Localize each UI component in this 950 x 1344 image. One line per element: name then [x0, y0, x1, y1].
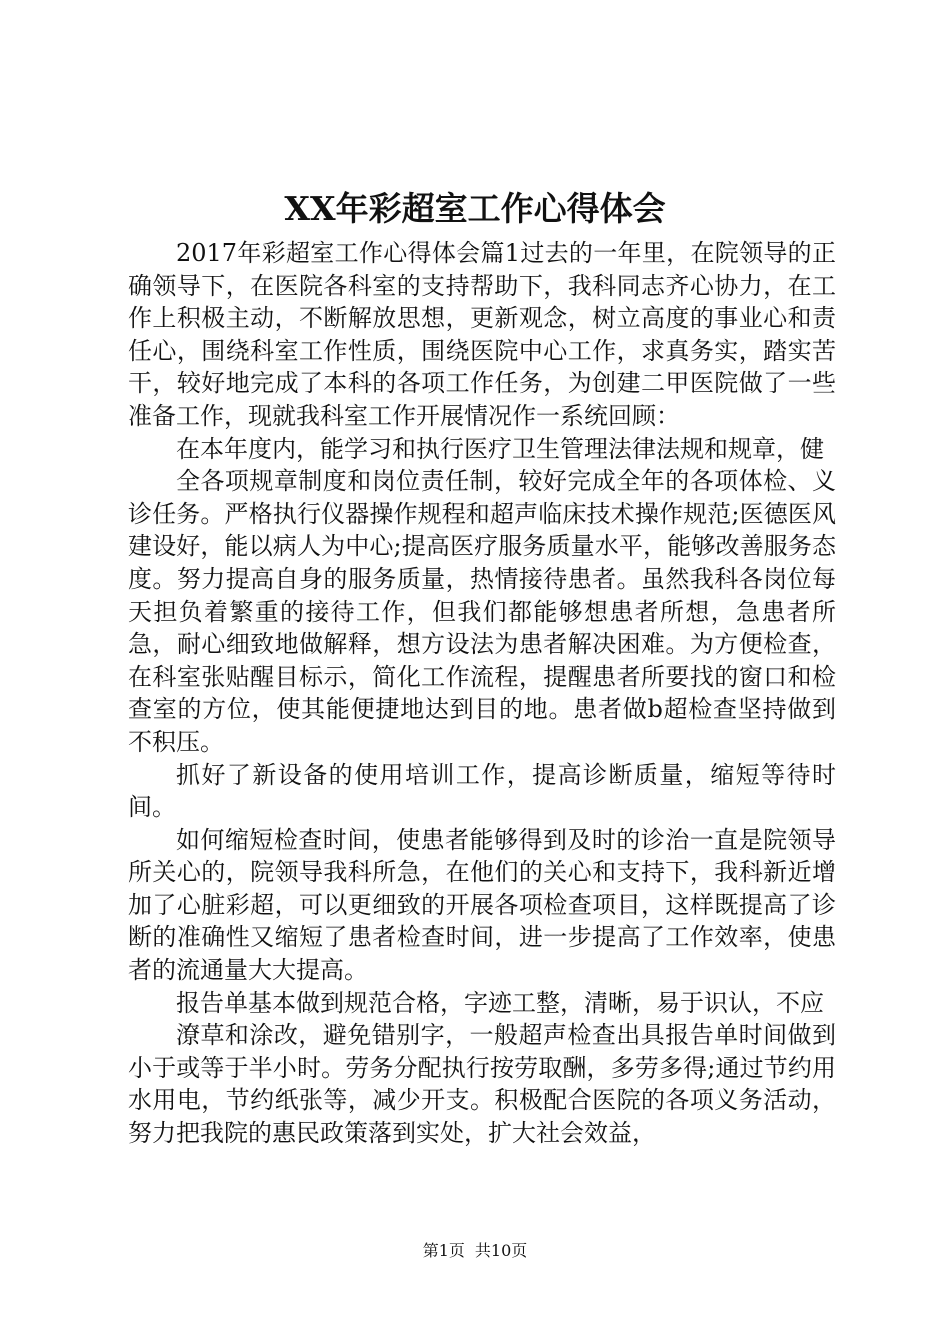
paragraph: 全各项规章制度和岗位责任制，较好完成全年的各项体检、义诊任务。严格执行仪器操作规程和超声临床技术操作规范;医德医风建设好，能以病人为中心;提高医疗服务质量水平，能够改善服务态度。努力提高自身的服务质量，热情接待患者。虽然我科各岗位每天担负着繁重的接待工作，但我们都能够想患者所想，急患者所急，耐心细致地做解释，想方设法为患者解决困难。为方便检查，在科室张贴醒目标示，简化工作流程，提醒患者所要找的窗口和检查室的方位，使其能便捷地达到目的地。患者做b超检查坚持做到不积压。	[128, 467, 836, 756]
paragraph: 报告单基本做到规范合格，字迹工整，清晰，易于识认，不应	[176, 988, 824, 1017]
paragraph: 如何缩短检查时间，使患者能够得到及时的诊治一直是院领导所关心的，院领导我科所急，在他们的关心和支持下，我科新近增加了心脏彩超，可以更细致的开展各项检查项目，这样既提高了诊断的准确性又缩短了患者检查时间，进一步提高了工作效率，使患者的流通量大大提高。	[128, 825, 836, 985]
paragraph: 抓好了新设备的使用培训工作，提高诊断质量，缩短等待时间。	[128, 760, 836, 822]
paragraph: 2017年彩超室工作心得体会篇1过去的一年里，在院领导的正确领导下，在医院各科室的支持帮助下，我科同志齐心协力，在工作上积极主动，不断解放思想，更新观念，树立高度的事业心和责任心，围绕科室工作性质，围绕医院中心工作，求真务实，踏实苦干，较好地完成了本科的各项工作任务，为创建二甲医院做了一些准备工作，现就我科室工作开展情况作一系统回顾：	[128, 239, 836, 430]
document-body	[128, 237, 836, 1150]
page-total: 共10页	[474, 1241, 528, 1260]
document-title: XX年彩超室工作心得体会	[284, 189, 666, 228]
page-footer	[0, 1240, 950, 1262]
paragraph: 在本年度内，能学习和执行医疗卫生管理法律法规和规章，健	[176, 434, 824, 463]
page-number: 第1页	[422, 1241, 465, 1260]
paragraph: 潦草和涂改，避免错别字，一般超声检查出具报告单时间做到小于或等于半小时。劳务分配执行按劳取酬，多劳多得;通过节约用水用电，节约纸张等，减少开支。积极配合医院的各项义务活动，努力把我院的惠民政策落到实处，扩大社会效益，	[128, 1021, 836, 1148]
